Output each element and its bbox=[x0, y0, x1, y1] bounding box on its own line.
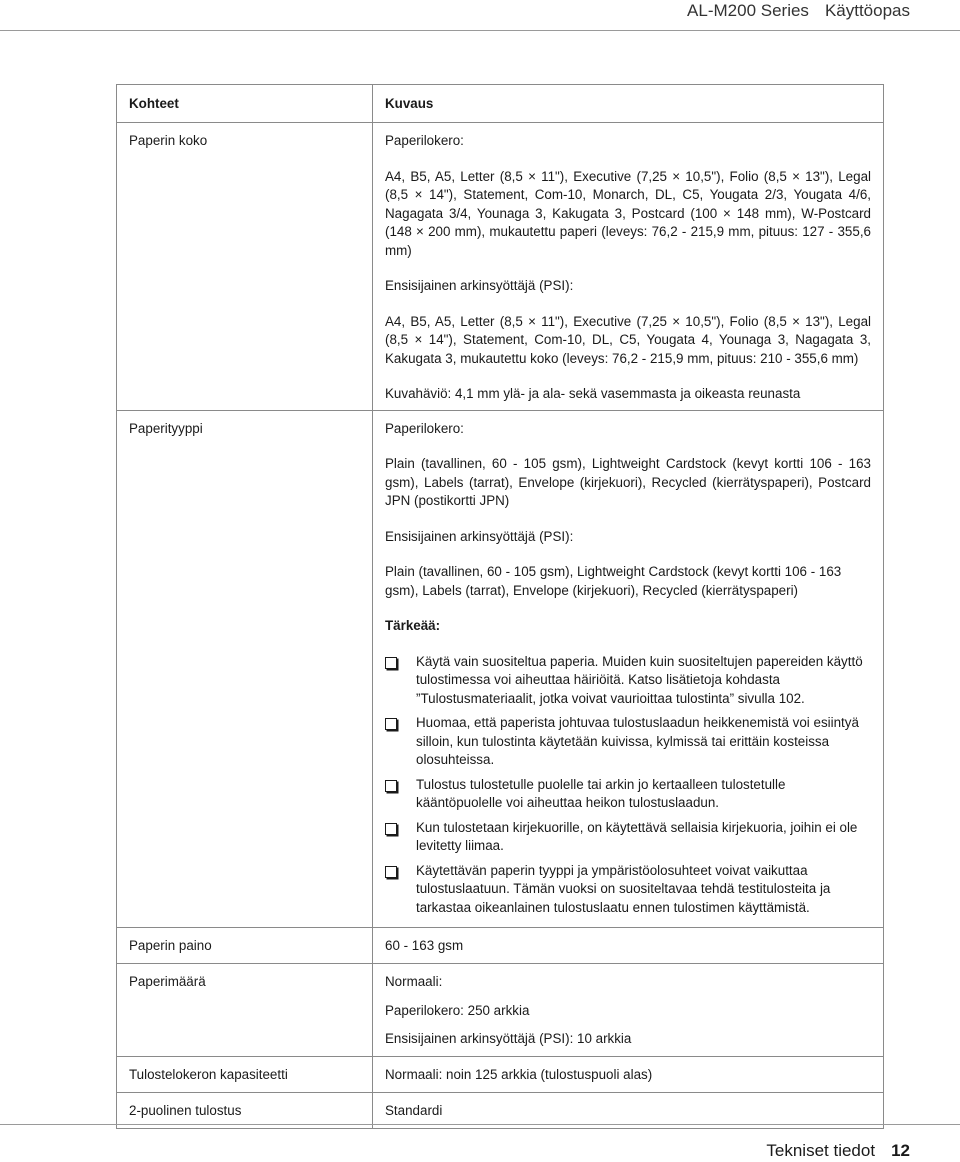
row-value-paper-weight: 60 - 163 gsm bbox=[373, 928, 884, 964]
row-label-duplex: 2-puolinen tulostus bbox=[117, 1092, 373, 1128]
table-row-paper-amount bbox=[117, 964, 884, 1057]
row-label-paper-size: Paperin koko bbox=[117, 123, 373, 411]
table-row-output-capacity bbox=[117, 1056, 884, 1092]
row-value-duplex: Standardi bbox=[373, 1092, 884, 1128]
note-text: Käytä vain suositeltua paperia. Muiden kuin suositeltujen papereiden käyttö tulostimessa voi aiheuttaa häiriöitä. Katso lisätietoja kohdasta ”Tulostusmateriaalit, jotka voivat vaurioittaa tulostinta” sivulla 102. bbox=[416, 653, 863, 706]
note-item bbox=[385, 776, 871, 813]
note-item bbox=[385, 653, 871, 709]
table-header-row bbox=[117, 85, 884, 123]
note-item bbox=[385, 819, 871, 856]
checkbox-icon bbox=[385, 718, 397, 730]
row-value-paper-type bbox=[373, 410, 884, 928]
page-header bbox=[671, 1, 910, 21]
page-number: 12 bbox=[891, 1141, 910, 1160]
col-header-items: Kohteet bbox=[117, 85, 373, 123]
psi-label: Ensisijainen arkinsyöttäjä (PSI): bbox=[385, 528, 574, 544]
row-value-paper-size bbox=[373, 123, 884, 411]
normal-label: Normaali: bbox=[385, 974, 443, 989]
important-notes-list bbox=[385, 653, 871, 918]
row-value-output-capacity: Normaali: noin 125 arkkia (tulostuspuoli alas) bbox=[373, 1056, 884, 1092]
tray-types: Plain (tavallinen, 60 - 105 gsm), Lightweight Cardstock (kevyt kortti 106 - 163 gsm), Labels (tarrat), Envelope (kirjekuori), Recycled (kierrätyspaperi), Postcard JPN (postikortti JPN) bbox=[385, 456, 871, 508]
row-label-output-capacity: Tulostelokeron kapasiteetti bbox=[117, 1056, 373, 1092]
tray-amount: Paperilokero: 250 arkkia bbox=[385, 1002, 530, 1018]
footer-rule bbox=[0, 1124, 960, 1125]
table-row-duplex bbox=[117, 1092, 884, 1128]
psi-amount: Ensisijainen arkinsyöttäjä (PSI): 10 arkkia bbox=[385, 1031, 632, 1046]
important-label: Tärkeää: bbox=[385, 618, 441, 633]
col-header-description: Kuvaus bbox=[373, 85, 884, 123]
image-loss: Kuvahäviö: 4,1 mm ylä- ja ala- sekä vasemmasta ja oikeasta reunasta bbox=[385, 386, 801, 401]
table-row-paper-size bbox=[117, 123, 884, 411]
tray-label: Paperilokero: bbox=[385, 420, 464, 436]
checkbox-icon bbox=[385, 823, 397, 835]
checkbox-icon bbox=[385, 866, 397, 878]
guide-name: Käyttöopas bbox=[824, 1, 910, 20]
header-rule bbox=[0, 30, 960, 31]
note-text: Tulostus tulostetulle puolelle tai arkin jo kertaalleen tulostetulle kääntöpuolelle voi aiheuttaa heikon tulostuslaadun. bbox=[416, 776, 786, 810]
note-item bbox=[385, 714, 871, 770]
spec-table bbox=[116, 84, 884, 1129]
psi-label: Ensisijainen arkinsyöttäjä (PSI): bbox=[385, 278, 574, 293]
note-text: Kun tulostetaan kirjekuorille, on käytettävä sellaisia kirjekuoria, joihin ei ole levitetty liimaa. bbox=[416, 819, 858, 853]
note-item bbox=[385, 862, 871, 918]
psi-types: Plain (tavallinen, 60 - 105 gsm), Lightweight Cardstock (kevyt kortti 106 - 163 gsm), Labels (tarrat), Envelope (kirjekuori), Recycled (kierrätyspaperi) bbox=[385, 564, 842, 598]
table-row-paper-type bbox=[117, 410, 884, 928]
note-text: Käytettävän paperin tyyppi ja ympäristöolosuhteet voivat vaikuttaa tulostuslaatuun. Tämän vuoksi on suositeltavaa tehdä testitulosteita ja tarkastaa oikeanlainen tulostuslaatu ennen tulostimen käyttämistä. bbox=[416, 862, 831, 915]
table-row-paper-weight bbox=[117, 928, 884, 964]
tray-sizes: A4, B5, A5, Letter (8,5 × 11"), Executive (7,25 × 10,5"), Folio (8,5 × 13"), Legal (8,5 × 14"), Statement, Com-10, Monarch, DL, C5, Yougata 2/3, Yougata 4/6, Nagagata 3/4, Younaga 3, Kakugata 3, Postcard (100 × 148 mm), W-Postcard (148 × 200 mm), mukautettu paperi (leveys: 76,2 - 215,9 mm, pituus: 127 - 355,6 mm) bbox=[385, 168, 871, 258]
row-label-paper-amount: Paperimäärä bbox=[117, 964, 373, 1057]
page-footer bbox=[766, 1141, 910, 1161]
section-name: Tekniset tiedot bbox=[766, 1141, 876, 1160]
tray-label: Paperilokero: bbox=[385, 133, 464, 148]
product-name: AL-M200 Series bbox=[687, 1, 809, 20]
row-label-paper-type: Paperityyppi bbox=[117, 410, 373, 928]
note-text: Huomaa, että paperista johtuvaa tulostuslaadun heikkenemistä voi esiintyä silloin, kun tulostinta käytetään kuivissa, kylmissä tai erittäin kosteissa olosuhteissa. bbox=[416, 715, 859, 767]
row-label-paper-weight: Paperin paino bbox=[117, 928, 373, 964]
row-value-paper-amount bbox=[373, 964, 884, 1057]
psi-sizes: A4, B5, A5, Letter (8,5 × 11"), Executive (7,25 × 10,5"), Folio (8,5 × 13"), Legal (8,5 × 14"), Statement, Com-10, DL, C5, Yougata 4, Younaga 3, Nagagata 3, Kakugata 3, mukautettu koko (leveys: 76,2 - 215,9 mm, pituus: 210 - 355,6 mm) bbox=[385, 313, 871, 366]
checkbox-icon bbox=[385, 657, 397, 669]
checkbox-icon bbox=[385, 780, 397, 792]
